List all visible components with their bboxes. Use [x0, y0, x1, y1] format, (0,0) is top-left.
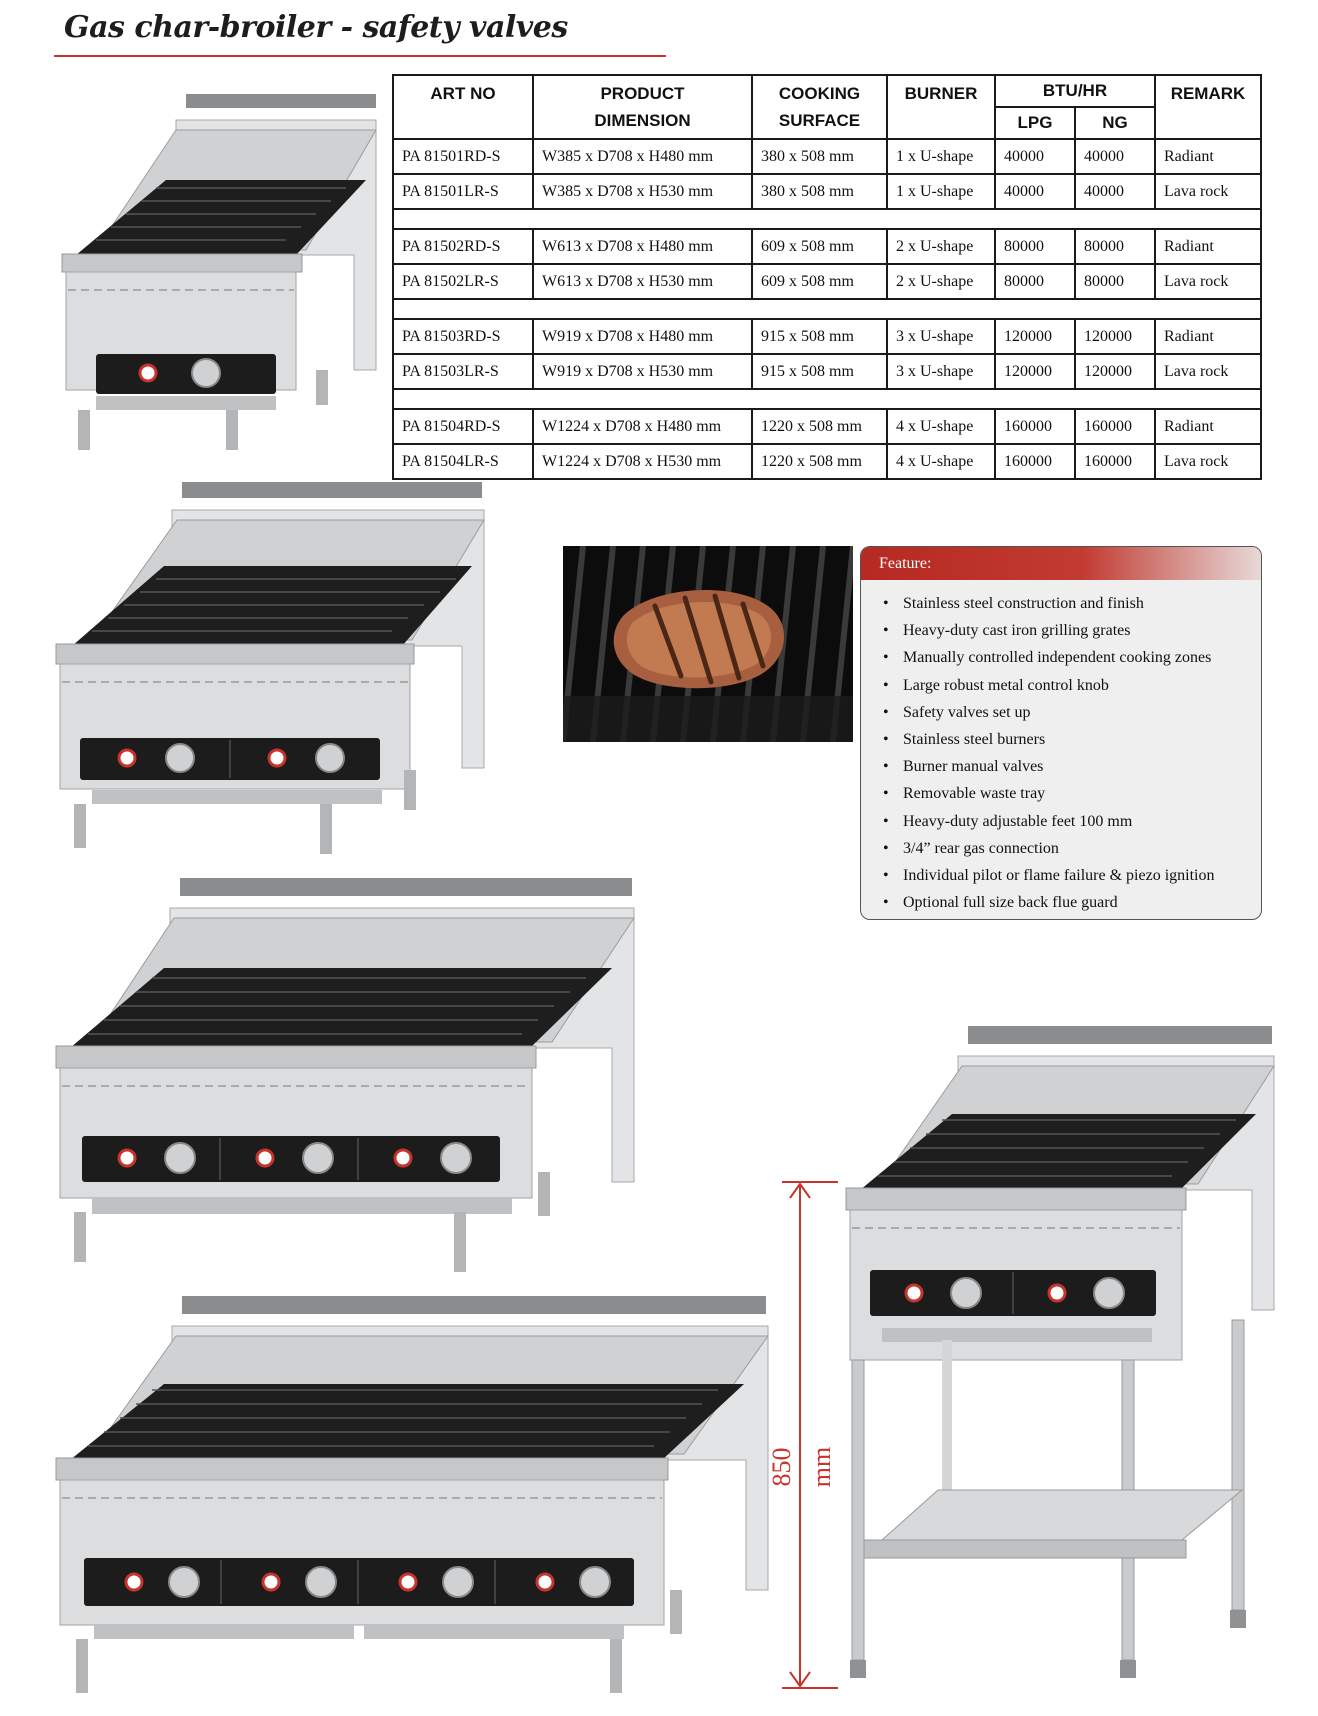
cell-art: PA 81504LR-S [393, 444, 533, 479]
feature-list [861, 590, 1261, 916]
title-underline [54, 55, 666, 57]
table-row [393, 174, 1261, 209]
feature-item: • Large robust metal control knob [883, 672, 1261, 699]
cell-remark: Lava rock [1155, 354, 1261, 389]
cell-remark: Lava rock [1155, 264, 1261, 299]
cell-ng: 40000 [1075, 139, 1155, 174]
header-lpg: LPG [995, 107, 1075, 139]
feature-heading: Feature: [861, 547, 1261, 580]
cell-dimension: W613 x D708 x H480 mm [533, 229, 752, 264]
feature-item: • Safety valves set up [883, 699, 1261, 726]
cell-dimension: W1224 x D708 x H480 mm [533, 409, 752, 444]
cell-ng: 80000 [1075, 264, 1155, 299]
table-row [393, 319, 1261, 354]
header-btu: BTU/HR [995, 75, 1155, 107]
cell-art: PA 81504RD-S [393, 409, 533, 444]
charbroiler-1-burner-image [56, 90, 386, 460]
cell-art: PA 81501LR-S [393, 174, 533, 209]
feature-item: • Heavy-duty adjustable feet 100 mm [883, 808, 1261, 835]
cell-ng: 40000 [1075, 174, 1155, 209]
feature-item: • Stainless steel construction and finish [883, 590, 1261, 617]
cell-dimension: W919 x D708 x H530 mm [533, 354, 752, 389]
cell-ng: 120000 [1075, 319, 1155, 354]
header-product-dimension: PRODUCT DIMENSION [533, 75, 752, 139]
steak-photo [563, 546, 853, 742]
feature-item: • Stainless steel burners [883, 726, 1261, 753]
cell-art: PA 81503RD-S [393, 319, 533, 354]
header-ng: NG [1075, 107, 1155, 139]
height-label: 850 mm [767, 1446, 836, 1488]
cell-burner: 1 x U-shape [887, 174, 995, 209]
cell-lpg: 40000 [995, 139, 1075, 174]
cell-art: PA 81503LR-S [393, 354, 533, 389]
cell-remark: Radiant [1155, 229, 1261, 264]
table-separator-row [393, 209, 1261, 229]
table-row [393, 264, 1261, 299]
cell-dimension: W1224 x D708 x H530 mm [533, 444, 752, 479]
cell-dimension: W385 x D708 x H480 mm [533, 139, 752, 174]
cell-ng: 160000 [1075, 409, 1155, 444]
cell-dimension: W919 x D708 x H480 mm [533, 319, 752, 354]
cell-burner: 4 x U-shape [887, 409, 995, 444]
cell-ng: 160000 [1075, 444, 1155, 479]
cell-lpg: 160000 [995, 409, 1075, 444]
table-separator-row [393, 299, 1261, 319]
header-burner: BURNER [887, 75, 995, 139]
charbroiler-2-burner-image [52, 478, 492, 863]
feature-item: • Manually controlled independent cooking zones [883, 644, 1261, 671]
cell-remark: Radiant [1155, 139, 1261, 174]
cell-art: PA 81502RD-S [393, 229, 533, 264]
table-row [393, 444, 1261, 479]
feature-item: • Individual pilot or flame failure & piezo ignition [883, 862, 1261, 889]
cell-lpg: 40000 [995, 174, 1075, 209]
header-art-no: ART NO [393, 75, 533, 139]
cell-lpg: 80000 [995, 264, 1075, 299]
cell-ng: 80000 [1075, 229, 1155, 264]
cell-burner: 2 x U-shape [887, 229, 995, 264]
cell-surface: 609 x 508 mm [752, 264, 887, 299]
cell-lpg: 120000 [995, 354, 1075, 389]
cell-surface: 380 x 508 mm [752, 174, 887, 209]
cell-remark: Radiant [1155, 409, 1261, 444]
cell-dimension: W385 x D708 x H530 mm [533, 174, 752, 209]
cell-burner: 3 x U-shape [887, 354, 995, 389]
table-separator-row [393, 389, 1261, 409]
charbroiler-on-stand-image [842, 1020, 1282, 1700]
cell-surface: 380 x 508 mm [752, 139, 887, 174]
cell-ng: 120000 [1075, 354, 1155, 389]
cell-remark: Radiant [1155, 319, 1261, 354]
header-cooking-surface: COOKING SURFACE [752, 75, 887, 139]
cell-surface: 1220 x 508 mm [752, 409, 887, 444]
cell-burner: 2 x U-shape [887, 264, 995, 299]
page-title: Gas char-broiler - safety valves [64, 10, 568, 45]
charbroiler-4-burner-image [54, 1290, 774, 1710]
table-row [393, 229, 1261, 264]
spec-table [392, 74, 1262, 480]
cell-burner: 4 x U-shape [887, 444, 995, 479]
header-remark: REMARK [1155, 75, 1261, 139]
table-row [393, 139, 1261, 174]
cell-surface: 1220 x 508 mm [752, 444, 887, 479]
cell-remark: Lava rock [1155, 174, 1261, 209]
cell-burner: 3 x U-shape [887, 319, 995, 354]
cell-lpg: 80000 [995, 229, 1075, 264]
table-row [393, 409, 1261, 444]
cell-art: PA 81502LR-S [393, 264, 533, 299]
feature-item: • 3/4” rear gas connection [883, 835, 1261, 862]
cell-lpg: 120000 [995, 319, 1075, 354]
cell-dimension: W613 x D708 x H530 mm [533, 264, 752, 299]
charbroiler-3-burner-image [52, 872, 642, 1292]
feature-item: • Optional full size back flue guard [883, 889, 1261, 916]
table-row [393, 354, 1261, 389]
feature-item: • Burner manual valves [883, 753, 1261, 780]
cell-art: PA 81501RD-S [393, 139, 533, 174]
cell-burner: 1 x U-shape [887, 139, 995, 174]
feature-item: • Removable waste tray [883, 780, 1261, 807]
cell-remark: Lava rock [1155, 444, 1261, 479]
cell-surface: 609 x 508 mm [752, 229, 887, 264]
cell-surface: 915 x 508 mm [752, 319, 887, 354]
cell-surface: 915 x 508 mm [752, 354, 887, 389]
cell-lpg: 160000 [995, 444, 1075, 479]
feature-item: • Heavy-duty cast iron grilling grates [883, 617, 1261, 644]
feature-box [860, 546, 1262, 920]
